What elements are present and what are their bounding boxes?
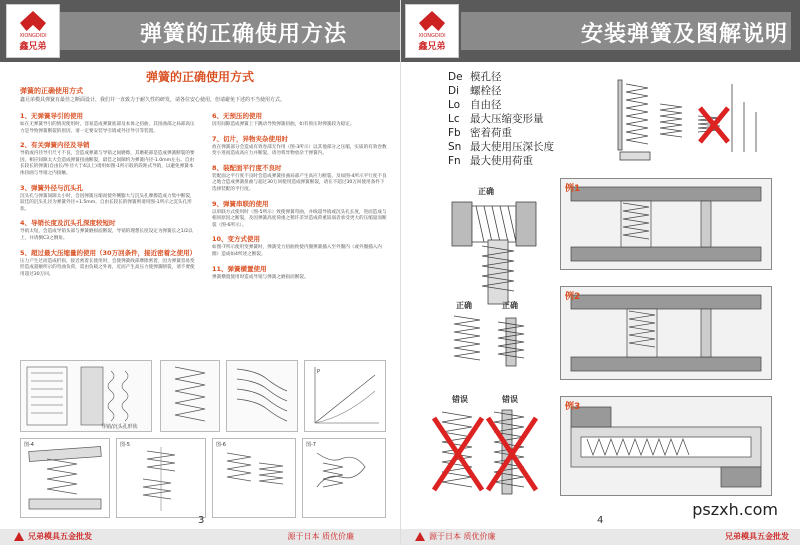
item-text: 以串联方式使用时（图-5所示）致使弹簧弯曲，并线超导销或沉头孔长度，进而造成与相同原因之断裂，及因弹簧高度荷重之稍许差异造成荷重较弱者承受更大的压缩量而断裂（图-6所示）。 — [212, 209, 387, 228]
item-text: 如在无弹簧导引的情况使用时，容易造成弹簧底部及本体之扭曲，其扭曲部之局部高压力是导致弹簧断裂的原因，请一定要安装导引销或外径导引等装置。 — [20, 122, 195, 134]
figure-4-diagram — [21, 439, 109, 517]
usage-item-9 — [212, 200, 387, 230]
item-text: 沉头孔与弹簧间隙太小时，会因弹簧压缩而使外侧膨大与沉头孔摩擦造成力集中断裂，较佳的沉头孔径为弹簧外径+1.5mm，自由长较长的弹簧则请用图-1所示之沉头孔形状。 — [20, 193, 195, 212]
warning-triangle-icon — [14, 532, 24, 541]
legend-row — [448, 126, 554, 140]
intro-title: 弹簧的正确使用方式 — [20, 87, 83, 95]
item-text: 因有间隙造成弹簧上下跳动导致弹簧扭曲，如有预压时弹簧较为稳定。 — [212, 122, 355, 127]
spring-bent-diagram-icon — [227, 361, 297, 431]
example-3-diagram — [561, 397, 771, 495]
right-page-title: 安装弹簧及图解说明 — [581, 22, 789, 47]
example-1-panel — [560, 178, 772, 270]
legend-symbol: Fb — [448, 127, 461, 139]
guide-pin-diagram — [21, 361, 151, 431]
usage-item-10 — [212, 235, 387, 258]
correct-label-3: 正确 — [502, 301, 518, 310]
example-2-diagram — [561, 287, 771, 379]
symbol-legend — [448, 70, 554, 168]
section-title: 弹簧的正确使用方式 — [145, 70, 254, 84]
figure-guide-pin — [20, 360, 152, 432]
figure-7-label: 图-7 — [306, 442, 316, 448]
logo-chinese: 鑫兄弟 — [418, 42, 446, 52]
usage-item-3 — [20, 184, 195, 214]
spring-compression-diagram — [612, 72, 762, 168]
page-number: 4 — [597, 515, 604, 526]
item-title: 9、弹簧串联的使用 — [212, 199, 269, 208]
figure-5 — [116, 438, 206, 518]
footer-brand: 兄弟模具五金批发 — [725, 532, 789, 541]
figure-6-diagram — [213, 439, 295, 517]
item-title: 10、变方式使用 — [212, 235, 261, 244]
logo-english: XIONGDIDI — [418, 33, 446, 39]
item-title: 6、无预压的使用 — [212, 112, 263, 120]
watermark-text: pszxh.com — [692, 500, 778, 519]
intro-text: 鑫兄弟模具弹簧有最佳之断面设计，我们并一直致力于耐久性的研发，请各位安心使用，但请避免下述的不当使用方式。 — [20, 97, 286, 103]
legend-row — [448, 112, 554, 126]
load-graph-icon — [305, 361, 385, 431]
figure-spring-b — [226, 360, 298, 432]
item-title: 8、装配面平行度不良时 — [212, 163, 282, 172]
svg-text:P: P — [317, 369, 321, 375]
usage-item-6 — [212, 112, 387, 129]
figure-spring-a — [160, 360, 220, 432]
legend-desc: 螺栓径 — [470, 85, 502, 97]
item-title: 7、切片，异物夹杂使用时 — [212, 134, 289, 143]
legend-symbol: Lc — [448, 113, 460, 125]
figure-7 — [302, 438, 386, 518]
footer-brand: 兄弟模具五金批发 — [28, 532, 92, 541]
item-text: 导销或内径导引尺寸不良，会造成弹簧与导销之间磨擦，其磨耗部是造成弹簧断裂的要因，相应间隙太大会造成弹簧扭曲断裂，最佳之间隙约为弹簧内径-1.0mm左右。自由长较长的弹簧(自由长/外径大于4以上)请用如图-1所示般的段距式导销，以避免弹簧本体扭曲与导销之内接触。 — [20, 151, 195, 176]
item-title: 5、超过最大压缩量的使用（30万回条件，接近密着之使用） — [20, 248, 197, 257]
figure-5-diagram — [117, 439, 205, 517]
figure-4-label: 图-4 — [24, 442, 34, 448]
legend-desc: 模孔径 — [470, 71, 502, 83]
item-text: 如图-7所示使用变弹簧时，弹簧受力扭曲致使内圈弹簧插入至外圈内（或外圈插入内圈）造成如4所述之断裂。 — [212, 245, 382, 257]
item-text: 压力产生过而造成折损，接近密着长使用时，会使弹簧线部摩擦密着，因为弹簧容易变形造成超额所示的弯曲负荷，需由负载之外再，近而产生高压力使弹簧断裂，请不要使用超过30万回。 — [20, 258, 195, 277]
example-2-panel — [560, 286, 772, 380]
legend-row — [448, 84, 554, 98]
right-header-bar — [461, 12, 791, 50]
usage-item-8 — [212, 164, 387, 194]
right-footer — [401, 515, 800, 545]
logo-chinese: 鑫兄弟 — [19, 42, 47, 52]
left-footer — [0, 515, 400, 545]
figure-7-diagram — [303, 439, 385, 517]
warning-triangle-icon — [415, 532, 425, 541]
usage-item-5 — [20, 249, 195, 279]
legend-desc: 最大使用荷重 — [470, 155, 533, 167]
spring-diagram-icon — [161, 361, 219, 431]
logo-mark-icon — [20, 11, 46, 31]
left-header-bar — [60, 12, 400, 50]
legend-row — [448, 154, 554, 168]
correct-install-2-diagram — [470, 238, 526, 306]
logo-english: XIONGDIDI — [19, 33, 47, 39]
example-1-label: 例1 — [565, 184, 581, 194]
example-3-label: 例3 — [565, 402, 581, 412]
figure-4 — [20, 438, 110, 518]
logo-mark-icon — [419, 11, 445, 31]
item-title: 11、弹簧横置使用 — [212, 264, 267, 273]
example-2-label: 例2 — [565, 292, 581, 302]
item-title: 4、导销长度及沉头孔深度较短时 — [20, 219, 116, 228]
item-text: 导销太短，会造成导销头部与弹簧磨损面断裂，导销的理想长度设定为弹簧长之1/2以上，并请倒C3之倒角。 — [20, 229, 193, 241]
legend-symbol: Di — [448, 85, 460, 97]
page-number: 3 — [198, 515, 205, 526]
legend-row — [448, 70, 554, 84]
legend-desc: 自由径 — [470, 99, 502, 111]
usage-item-11 — [212, 265, 387, 282]
figure-5-label: 图-5 — [120, 442, 130, 448]
legend-desc: 最大压缩变形量 — [470, 113, 544, 125]
legend-row — [448, 98, 554, 112]
right-logo — [405, 4, 459, 58]
legend-symbol: Fn — [448, 155, 461, 167]
figure-graph — [304, 360, 386, 432]
legend-symbol: Lo — [448, 99, 461, 111]
figure-caption: 导销/沉头孔形状 — [101, 424, 138, 430]
usage-item-1 — [20, 112, 195, 135]
item-text: 放在弹簧部分会造成有效卷部无作用（图-3所示）以其他部分之压缩，实质的有效卷数变小进而造成高应力并断裂，请勿将异物放杂于弹簧内。 — [212, 144, 387, 157]
left-column-1 — [20, 112, 195, 284]
item-text: 装配面之平行度不良时会造成弹簧扭曲局部产生高应力断裂，及如图-4所示平行度不良之地合造成弹簧扭曲与超过30万回使用造成弹簧断裂，请在不超过30万回使用条件下选择装配的平行度。 — [212, 173, 387, 192]
wrong-label-2: 错误 — [502, 395, 518, 404]
usage-item-7 — [212, 135, 387, 158]
item-title: 1、无弹簧导引的使用 — [20, 112, 84, 120]
legend-row — [448, 140, 554, 154]
usage-item-2 — [20, 141, 195, 177]
left-page-title: 弹簧的正确使用方法 — [140, 22, 348, 47]
item-title: 3、弹簧外径与沉头孔 — [20, 183, 84, 192]
legend-symbol: De — [448, 71, 463, 83]
item-title: 2、有关弹簧内径及导销 — [20, 141, 90, 150]
left-header — [0, 0, 400, 62]
left-logo — [6, 4, 60, 58]
figure-6 — [212, 438, 296, 518]
legend-symbol: Sn — [448, 141, 462, 153]
footer-slogan: 源于日本 质优价廉 — [287, 532, 354, 541]
wrong-label-1: 错误 — [452, 395, 468, 404]
example-3-panel — [560, 396, 772, 496]
correct-label-2: 正确 — [456, 301, 472, 310]
figure-6-label: 图-6 — [216, 442, 226, 448]
correct-install-3-diagram — [448, 310, 548, 374]
footer-slogan: 源于日本 质优价廉 — [429, 532, 496, 541]
item-text: 弹簧横置使用时造成导销与弹簧之磨损而断裂。 — [212, 274, 309, 280]
correct-label-1: 正确 — [478, 187, 494, 196]
left-column-2 — [212, 112, 387, 287]
usage-item-4 — [20, 219, 195, 242]
example-1-diagram — [561, 179, 771, 269]
wrong-install-diagram — [430, 404, 550, 500]
legend-desc: 最大使用压深长度 — [470, 141, 554, 153]
right-header — [401, 0, 800, 62]
legend-desc: 密着荷重 — [470, 127, 512, 139]
